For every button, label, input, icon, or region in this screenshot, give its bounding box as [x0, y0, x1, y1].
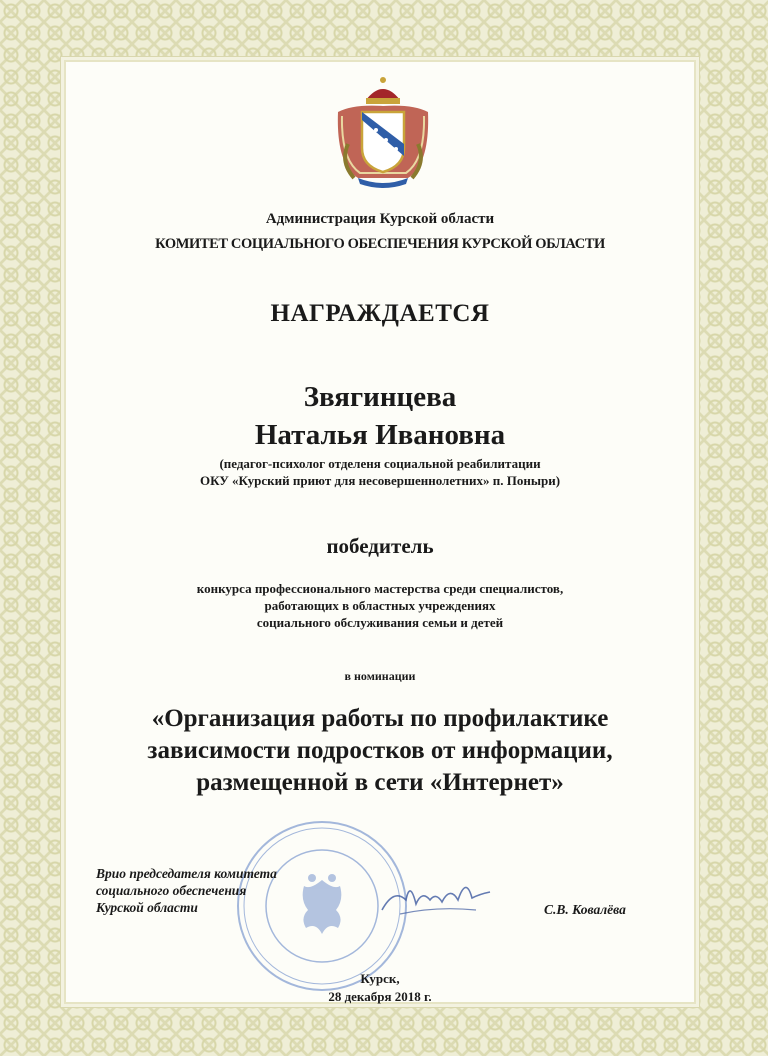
status-label: победитель — [326, 534, 434, 558]
nomination-line: зависимости подростков от информации, — [147, 737, 613, 764]
signatory-title-line: Врио председателя комитета — [96, 866, 277, 881]
place-and-date — [66, 970, 694, 1006]
contest-description — [66, 580, 694, 631]
kursk-coat-of-arms-icon — [328, 74, 438, 192]
nomination-label: в номинации — [344, 669, 416, 683]
date: 28 декабря 2018 г. — [328, 989, 432, 1004]
recipient-position — [66, 455, 694, 489]
position-line: ОКУ «Курский приют для несовершеннолетних» п. Поныри) — [199, 473, 561, 488]
nomination-line: «Организация работы по профилактике — [151, 705, 609, 732]
recipient-given-names: Наталья Ивановна — [254, 419, 506, 451]
contest-line: социального обслуживания семьи и детей — [256, 615, 504, 630]
recipient-surname: Звягинцева — [303, 381, 457, 413]
signatory-title-line: социального обеспечения — [96, 883, 247, 898]
contest-line: работающих в областных учреждениях — [264, 598, 496, 613]
city: Курск, — [360, 971, 400, 986]
nomination-line: размещенной в сети «Интернет» — [196, 769, 564, 796]
award-title: НАГРАЖДАЕТСЯ — [270, 300, 490, 327]
administration-name: Администрация Курской области — [265, 211, 495, 227]
signatory-title — [96, 865, 277, 916]
signatory-name: С.В. Ковалёва — [544, 902, 626, 917]
committee-name: КОМИТЕТ СОЦИАЛЬНОГО ОБЕСПЕЧЕНИЯ КУРСКОЙ ОБЛАСТИ — [155, 236, 605, 252]
contest-line: конкурса профессионального мастерства среди специалистов, — [196, 581, 564, 596]
handwritten-signature-icon — [376, 870, 496, 926]
signatory-title-line: Курской области — [96, 900, 198, 915]
nomination-title — [66, 703, 694, 799]
position-line: (педагог-психолог отделеня социальной реабилитации — [219, 456, 541, 471]
